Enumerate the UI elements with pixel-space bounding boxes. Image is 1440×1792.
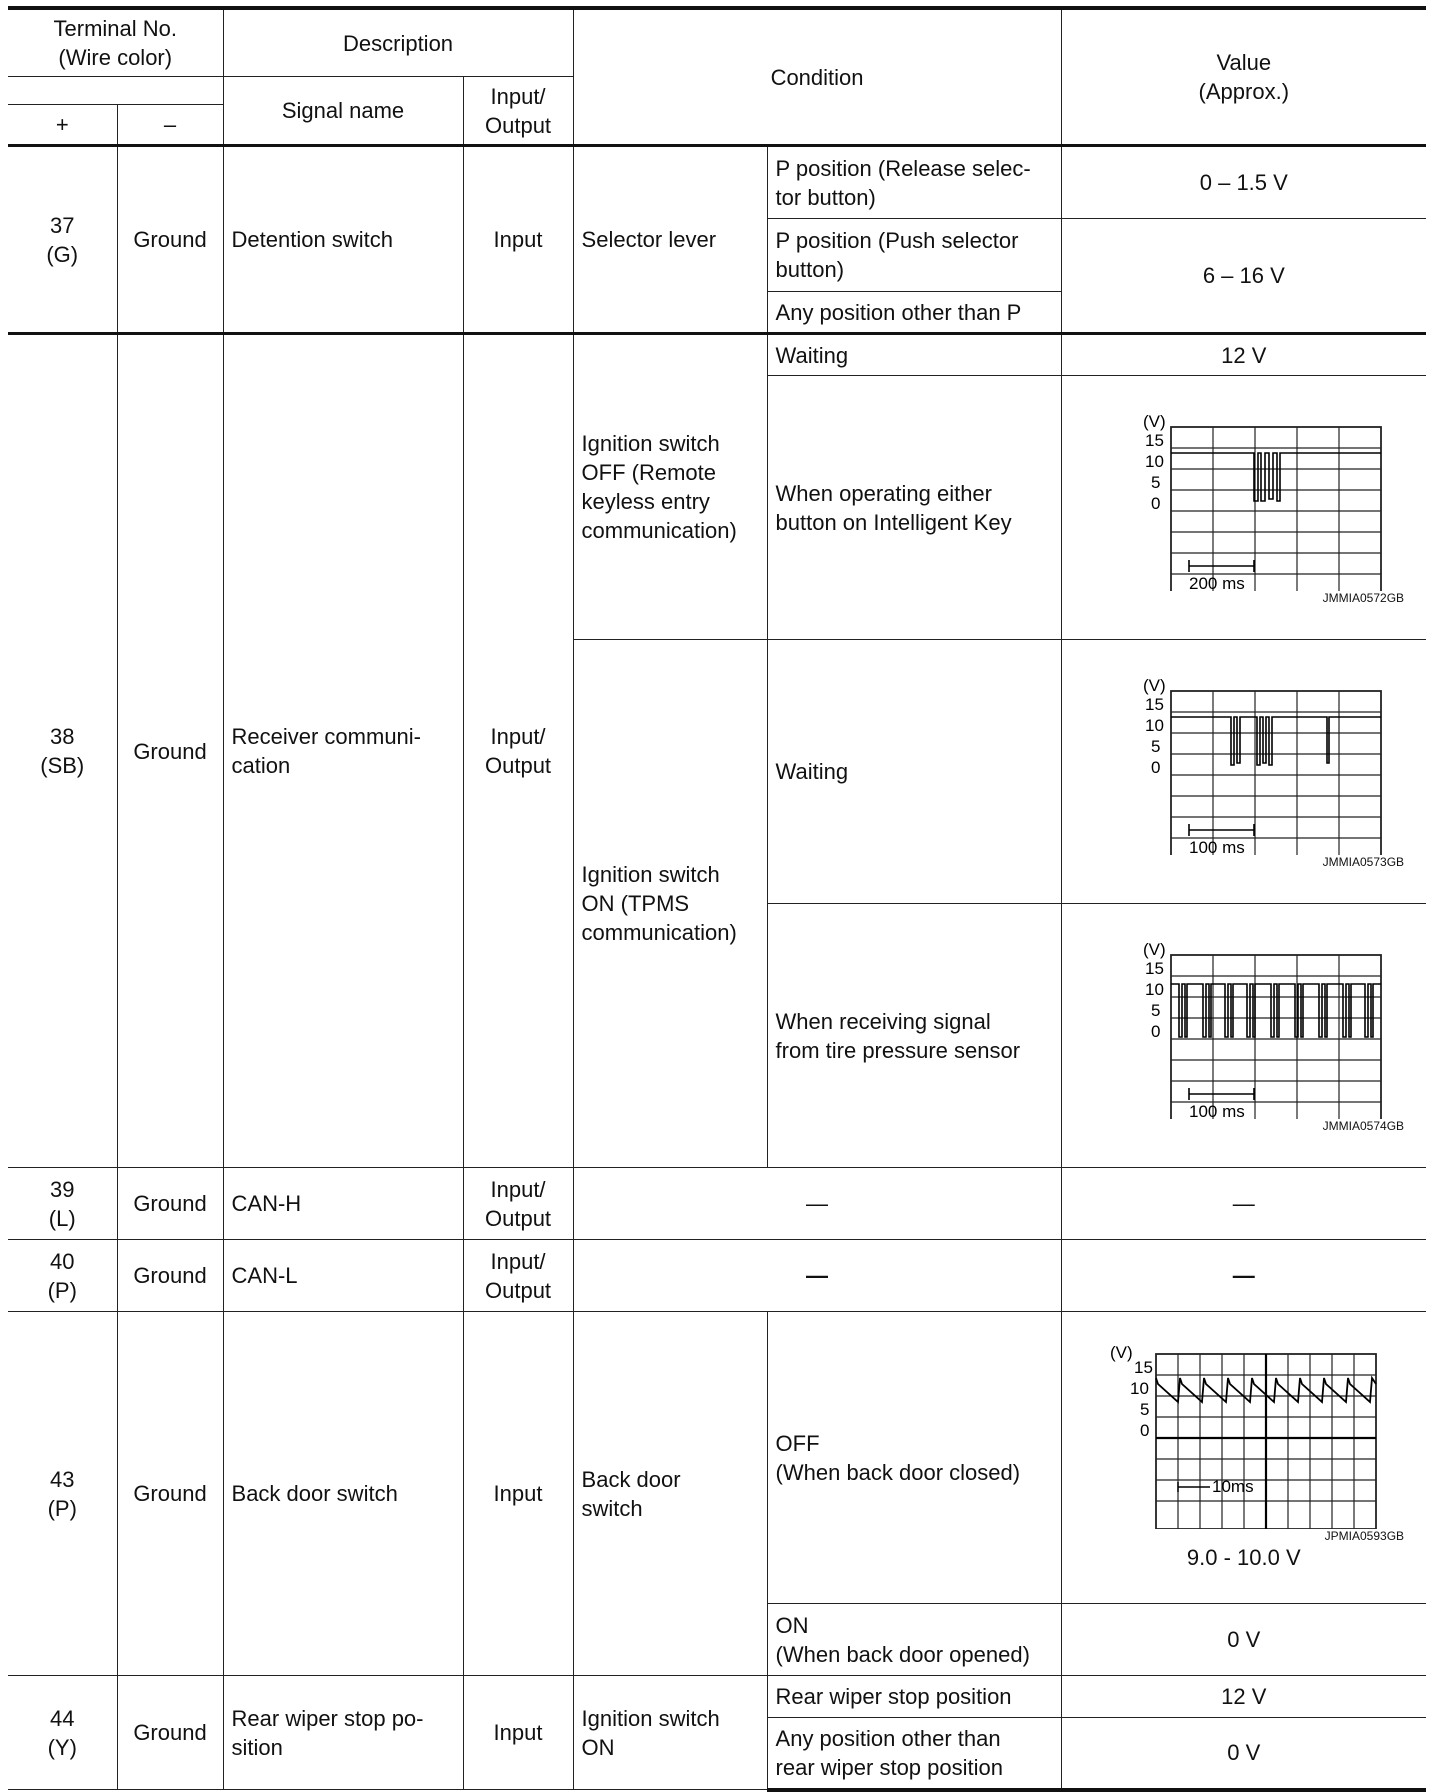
signal-43: Back door switch — [223, 1312, 463, 1676]
io-38: Input/ Output — [463, 334, 573, 1168]
condition-38-ign-on: Ignition switch ON (TPMS communication) — [573, 640, 767, 1168]
value-38-intelligent-key — [1061, 376, 1426, 640]
subcondition-44-other: Any position other than rear wiper stop position — [767, 1718, 1061, 1790]
wave-tick: 10 — [1144, 715, 1164, 735]
value-43-on: 0 V — [1061, 1604, 1426, 1676]
condition-37: Selector lever — [573, 146, 767, 334]
subcondition-43-off: OFF (When back door closed) — [767, 1312, 1061, 1604]
wave-tick: 15 — [1144, 430, 1164, 450]
wave-tick: 10 — [1129, 1378, 1149, 1398]
terminal-44: 44 (Y) — [8, 1676, 117, 1790]
wave-tick: 10 — [1144, 979, 1164, 999]
wave-unit: (V) — [1142, 411, 1166, 431]
ground-44: Ground — [117, 1676, 223, 1790]
wave-tick: 10 — [1144, 451, 1164, 471]
io-37: Input — [463, 146, 573, 334]
wave-tick: 15 — [1144, 958, 1164, 978]
header-value: Value (Approx.) — [1061, 8, 1426, 146]
subcondition-37-1: P position (Release selec-tor button) — [767, 146, 1061, 219]
wave-time: 100 ms — [1188, 1101, 1245, 1119]
wave-time: 100 ms — [1188, 837, 1245, 855]
condition-40: — — [573, 1240, 1061, 1312]
io-43: Input — [463, 1312, 573, 1676]
subcondition-38-waiting-off: Waiting — [767, 334, 1061, 376]
wave-unit: (V) — [1142, 939, 1166, 959]
header-description: Description — [223, 8, 573, 77]
io-39: Input/ Output — [463, 1168, 573, 1240]
subcondition-44-stop: Rear wiper stop position — [767, 1676, 1061, 1718]
value-44-stop: 12 V — [1061, 1676, 1426, 1718]
wave-tick: 5 — [1150, 1000, 1161, 1020]
wave-tick: 0 — [1150, 1021, 1161, 1041]
value-43-off-text: 9.0 - 10.0 V — [1186, 1544, 1301, 1570]
ground-37: Ground — [117, 146, 223, 334]
value-38-waiting-on — [1061, 640, 1426, 904]
wave-tick: 15 — [1133, 1357, 1153, 1377]
wave-tick: 5 — [1150, 472, 1161, 492]
subcondition-38-intelligent-key: When operating either button on Intelligent Key — [767, 376, 1061, 640]
signal-38: Receiver communi-cation — [223, 334, 463, 1168]
subcondition-37-3: Any position other than P — [767, 292, 1061, 334]
wave-tick: 5 — [1139, 1399, 1150, 1419]
value-37-1: 0 – 1.5 V — [1061, 146, 1426, 219]
value-40: — — [1061, 1240, 1426, 1312]
subcondition-37-2: P position (Push selector button) — [767, 219, 1061, 292]
wave-tick: 0 — [1139, 1420, 1150, 1440]
terminal-37: 37 (G) — [8, 146, 117, 334]
wave-tick: 15 — [1144, 694, 1164, 714]
waveform-jmmia0574gb — [1099, 939, 1389, 1119]
header-io: Input/ Output — [463, 77, 573, 146]
wave-tick: 0 — [1150, 757, 1161, 777]
condition-39: — — [573, 1168, 1061, 1240]
subcondition-38-waiting-on: Waiting — [767, 640, 1061, 904]
wave-time: 10ms — [1211, 1476, 1254, 1496]
terminal-40: 40 (P) — [8, 1240, 117, 1312]
value-44-other: 0 V — [1061, 1718, 1426, 1790]
header-terminal-no: Terminal No. (Wire color) — [8, 8, 223, 77]
wave-time: 200 ms — [1188, 573, 1245, 591]
waveform-jpmia0593gb — [1094, 1344, 1394, 1529]
terminal-spec-table — [8, 6, 1426, 1792]
value-38-tire-sensor — [1061, 904, 1426, 1168]
ground-38: Ground — [117, 334, 223, 1168]
io-44: Input — [463, 1676, 573, 1790]
signal-44: Rear wiper stop po-sition — [223, 1676, 463, 1790]
condition-38-ign-off: Ignition switch OFF (Remote keyless entry communication) — [573, 334, 767, 640]
wave-tick: 5 — [1150, 736, 1161, 756]
wave-unit: (V) — [1109, 1343, 1133, 1362]
waveform-id: JMMIA0572GB — [1322, 590, 1405, 605]
condition-43: Back door switch — [573, 1312, 767, 1676]
waveform-id: JMMIA0573GB — [1322, 854, 1405, 869]
io-40: Input/ Output — [463, 1240, 573, 1312]
signal-40: CAN-L — [223, 1240, 463, 1312]
waveform-jmmia0572gb — [1099, 411, 1389, 591]
signal-37: Detention switch — [223, 146, 463, 334]
waveform-id: JPMIA0593GB — [1324, 1528, 1405, 1543]
waveform-id: JMMIA0574GB — [1322, 1118, 1405, 1133]
header-condition: Condition — [573, 8, 1061, 146]
terminal-38: 38 (SB) — [8, 334, 117, 1168]
ground-40: Ground — [117, 1240, 223, 1312]
header-minus: – — [117, 105, 223, 146]
terminal-43: 43 (P) — [8, 1312, 117, 1676]
header-terminal-spacer — [8, 77, 223, 105]
wave-unit: (V) — [1142, 675, 1166, 695]
ground-43: Ground — [117, 1312, 223, 1676]
waveform-jmmia0573gb — [1099, 675, 1389, 855]
value-43-off — [1061, 1312, 1426, 1604]
value-38-waiting-off: 12 V — [1061, 334, 1426, 376]
subcondition-43-on: ON (When back door opened) — [767, 1604, 1061, 1676]
subcondition-38-tire-sensor: When receiving signal from tire pressure sensor — [767, 904, 1061, 1168]
value-37-2: 6 – 16 V — [1061, 219, 1426, 334]
header-signal-name: Signal name — [223, 77, 463, 146]
ground-39: Ground — [117, 1168, 223, 1240]
wave-tick: 0 — [1150, 493, 1161, 513]
header-plus: + — [8, 105, 117, 146]
value-39: — — [1061, 1168, 1426, 1240]
signal-39: CAN-H — [223, 1168, 463, 1240]
condition-44: Ignition switch ON — [573, 1676, 767, 1790]
terminal-39: 39 (L) — [8, 1168, 117, 1240]
